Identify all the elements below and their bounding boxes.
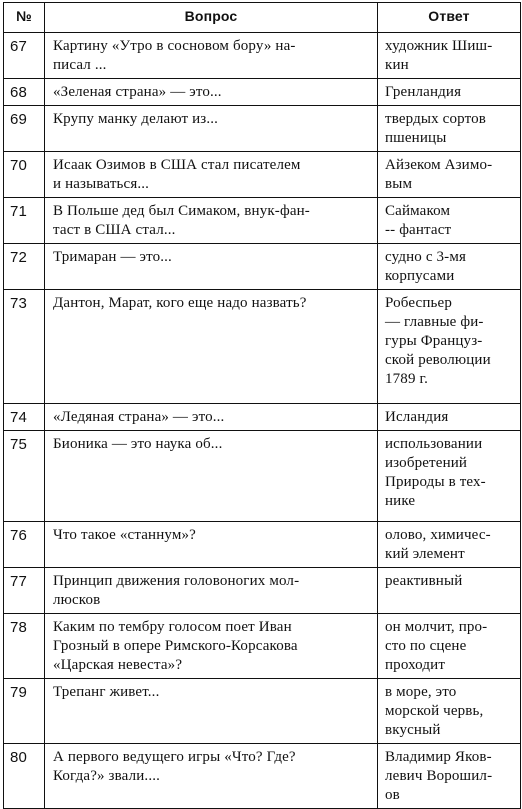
row-answer: Саймаком -- фантаст [378, 198, 521, 244]
row-answer: Айзеком Азимо- вым [378, 152, 521, 198]
header-number: № [4, 3, 45, 33]
row-number: 68 [4, 79, 45, 106]
row-question: Картину «Утро в сосновом бору» на- писал ... [45, 33, 378, 79]
row-question: А первого ведущего игры «Что? Где? Когда?» звали.... [45, 744, 378, 809]
row-answer: в море, это морской червь, вкусный [378, 679, 521, 744]
table-body [4, 33, 521, 809]
header-answer: Ответ [378, 3, 521, 33]
row-number: 73 [4, 290, 45, 404]
row-number: 72 [4, 244, 45, 290]
row-number: 77 [4, 568, 45, 614]
table-row [4, 679, 521, 744]
row-answer: реактивный [378, 568, 521, 614]
row-answer: Владимир Яков- левич Ворошил- ов [378, 744, 521, 809]
table-row [4, 33, 521, 79]
row-question: «Зеленая страна» — это... [45, 79, 378, 106]
row-number: 74 [4, 404, 45, 431]
row-number: 71 [4, 198, 45, 244]
row-number: 75 [4, 431, 45, 522]
table-row [4, 744, 521, 809]
row-answer: художник Шиш- кин [378, 33, 521, 79]
row-answer: олово, химичес- кий элемент [378, 522, 521, 568]
row-number: 67 [4, 33, 45, 79]
table-row [4, 568, 521, 614]
row-question: Трепанг живет... [45, 679, 378, 744]
row-question: Что такое «станнум»? [45, 522, 378, 568]
table-row [4, 244, 521, 290]
table-row [4, 522, 521, 568]
table-row [4, 79, 521, 106]
row-answer: использовании изобретений Природы в тех- нике [378, 431, 521, 522]
row-number: 79 [4, 679, 45, 744]
row-number: 69 [4, 106, 45, 152]
row-answer: он молчит, про- сто по сцене проходит [378, 614, 521, 679]
row-question: Тримаран — это... [45, 244, 378, 290]
quiz-table [3, 2, 521, 809]
header-row [4, 3, 521, 33]
table-row [4, 198, 521, 244]
row-number: 70 [4, 152, 45, 198]
row-question: Исаак Озимов в США стал писателем и называться... [45, 152, 378, 198]
table-row [4, 431, 521, 522]
table-header [4, 3, 521, 33]
table-row [4, 152, 521, 198]
row-question: Каким по тембру голосом поет Иван Грозный в опере Римского-Корсакова «Царская невеста»? [45, 614, 378, 679]
row-answer: Исландия [378, 404, 521, 431]
row-question: Бионика — это наука об... [45, 431, 378, 522]
row-question: «Ледяная страна» — это... [45, 404, 378, 431]
row-question: Крупу манку делают из... [45, 106, 378, 152]
row-question: В Польше дед был Симаком, внук-фан- таст в США стал... [45, 198, 378, 244]
table-row [4, 614, 521, 679]
row-answer: Робеспьер — главные фи- гуры Француз- ской революции 1789 г. [378, 290, 521, 404]
row-answer: твердых сортов пшеницы [378, 106, 521, 152]
table-row [4, 290, 521, 404]
row-answer: судно с 3-мя корпусами [378, 244, 521, 290]
table-row [4, 404, 521, 431]
header-question: Вопрос [45, 3, 378, 33]
table-row [4, 106, 521, 152]
row-number: 80 [4, 744, 45, 809]
row-question: Дантон, Марат, кого еще надо назвать? [45, 290, 378, 404]
row-number: 76 [4, 522, 45, 568]
row-number: 78 [4, 614, 45, 679]
row-question: Принцип движения головоногих мол- люсков [45, 568, 378, 614]
row-answer: Гренландия [378, 79, 521, 106]
